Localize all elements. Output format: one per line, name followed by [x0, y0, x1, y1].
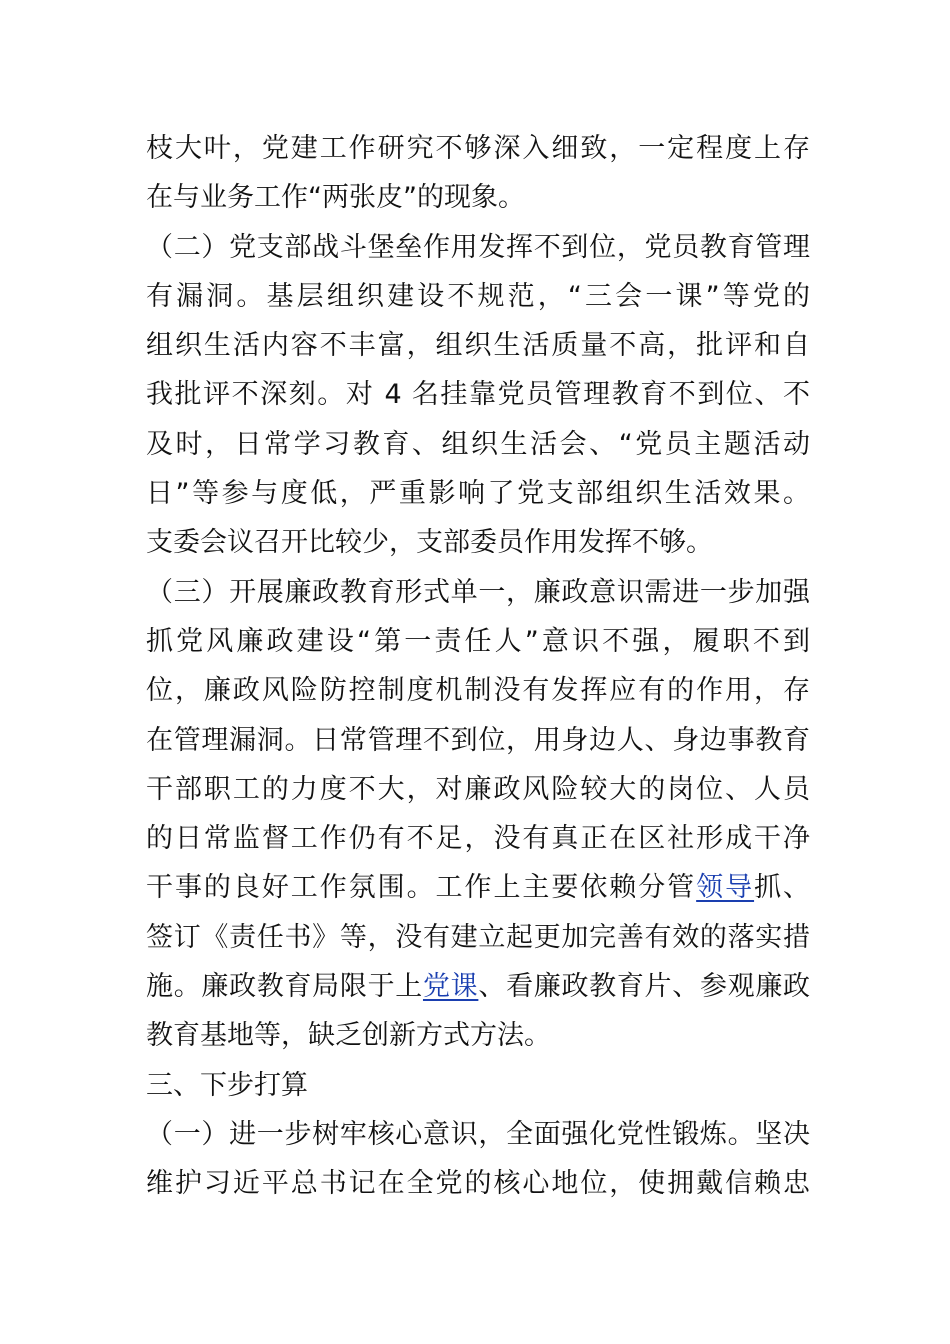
text-line	[146, 1061, 810, 1110]
text-segment: 干事的良好工作氛围。工作上主要依赖分管	[146, 872, 697, 904]
text-line	[146, 962, 810, 1011]
text-line	[146, 124, 810, 173]
text-segment: 支委会议召开比较少，支部委员作用发挥不够。	[146, 527, 713, 559]
text-line	[146, 420, 810, 469]
text-segment: 签订《责任书》等，没有建立起更加完善有效的落实措	[146, 921, 810, 953]
text-line	[146, 1159, 810, 1208]
inline-link[interactable]: 领导	[696, 872, 755, 904]
text-segment: 位，廉政风险防控制度机制没有发挥应有的作用，存	[146, 675, 810, 707]
text-segment: 维护习近平总书记在全党的核心地位，使拥戴信赖忠	[146, 1168, 810, 1200]
text-line	[146, 1110, 810, 1159]
text-line	[146, 518, 810, 567]
text-line	[146, 814, 810, 863]
text-line	[146, 1011, 810, 1060]
text-line	[146, 370, 810, 419]
text-segment: 抓、	[754, 872, 811, 904]
text-segment: （一）进一步树牢核心意识，全面强化党性锻炼。坚决	[146, 1118, 810, 1150]
text-segment: 在管理漏洞。日常管理不到位，用身边人、身边事教育	[146, 724, 810, 756]
text-line	[146, 173, 810, 222]
text-line	[146, 863, 810, 912]
text-segment: 施。廉政教育局限于上	[146, 971, 423, 1003]
text-segment: 我批评不深刻。对 4 名挂靠党员管理教育不到位、不	[146, 379, 810, 411]
text-segment: 枝大叶，党建工作研究不够深入细致，一定程度上存	[146, 133, 810, 164]
text-segment: 有漏洞。基层组织建设不规范，“三会一课”等党的	[146, 280, 810, 312]
text-line	[146, 272, 810, 321]
text-segment: 教育基地等，缺乏创新方式方法。	[146, 1020, 551, 1052]
text-line	[146, 666, 810, 715]
text-segment: 组织生活内容不丰富，组织生活质量不高，批评和自	[146, 330, 810, 362]
text-segment: 、看廉政教育片、参观廉政	[478, 971, 811, 1003]
text-segment: 三、下步打算	[146, 1069, 308, 1101]
text-line	[146, 568, 810, 617]
text-line	[146, 716, 810, 765]
text-segment: （二）党支部战斗堡垒作用发挥不到位，党员教育管理	[146, 231, 810, 263]
text-line	[146, 469, 810, 518]
inline-link[interactable]: 党课	[422, 971, 479, 1003]
text-segment: 日”等参与度低，严重影响了党支部组织生活效果。	[146, 478, 810, 510]
text-line	[146, 617, 810, 666]
text-segment: 抓党风廉政建设“第一责任人”意识不强，履职不到	[146, 625, 810, 657]
text-segment: （三）开展廉政教育形式单一，廉政意识需进一步加强	[146, 576, 810, 608]
text-segment: 及时，日常学习教育、组织生活会、“党员主题活动	[146, 428, 810, 460]
text-line	[146, 223, 810, 272]
text-segment: 干部职工的力度不大，对廉政风险较大的岗位、人员	[146, 773, 810, 805]
text-line	[146, 913, 810, 962]
document-body	[146, 124, 810, 1209]
text-segment: 在与业务工作“两张皮”的现象。	[146, 182, 525, 214]
text-line	[146, 321, 810, 370]
text-line	[146, 765, 810, 814]
text-segment: 的日常监督工作仍有不足，没有真正在区社形成干净	[146, 823, 810, 855]
